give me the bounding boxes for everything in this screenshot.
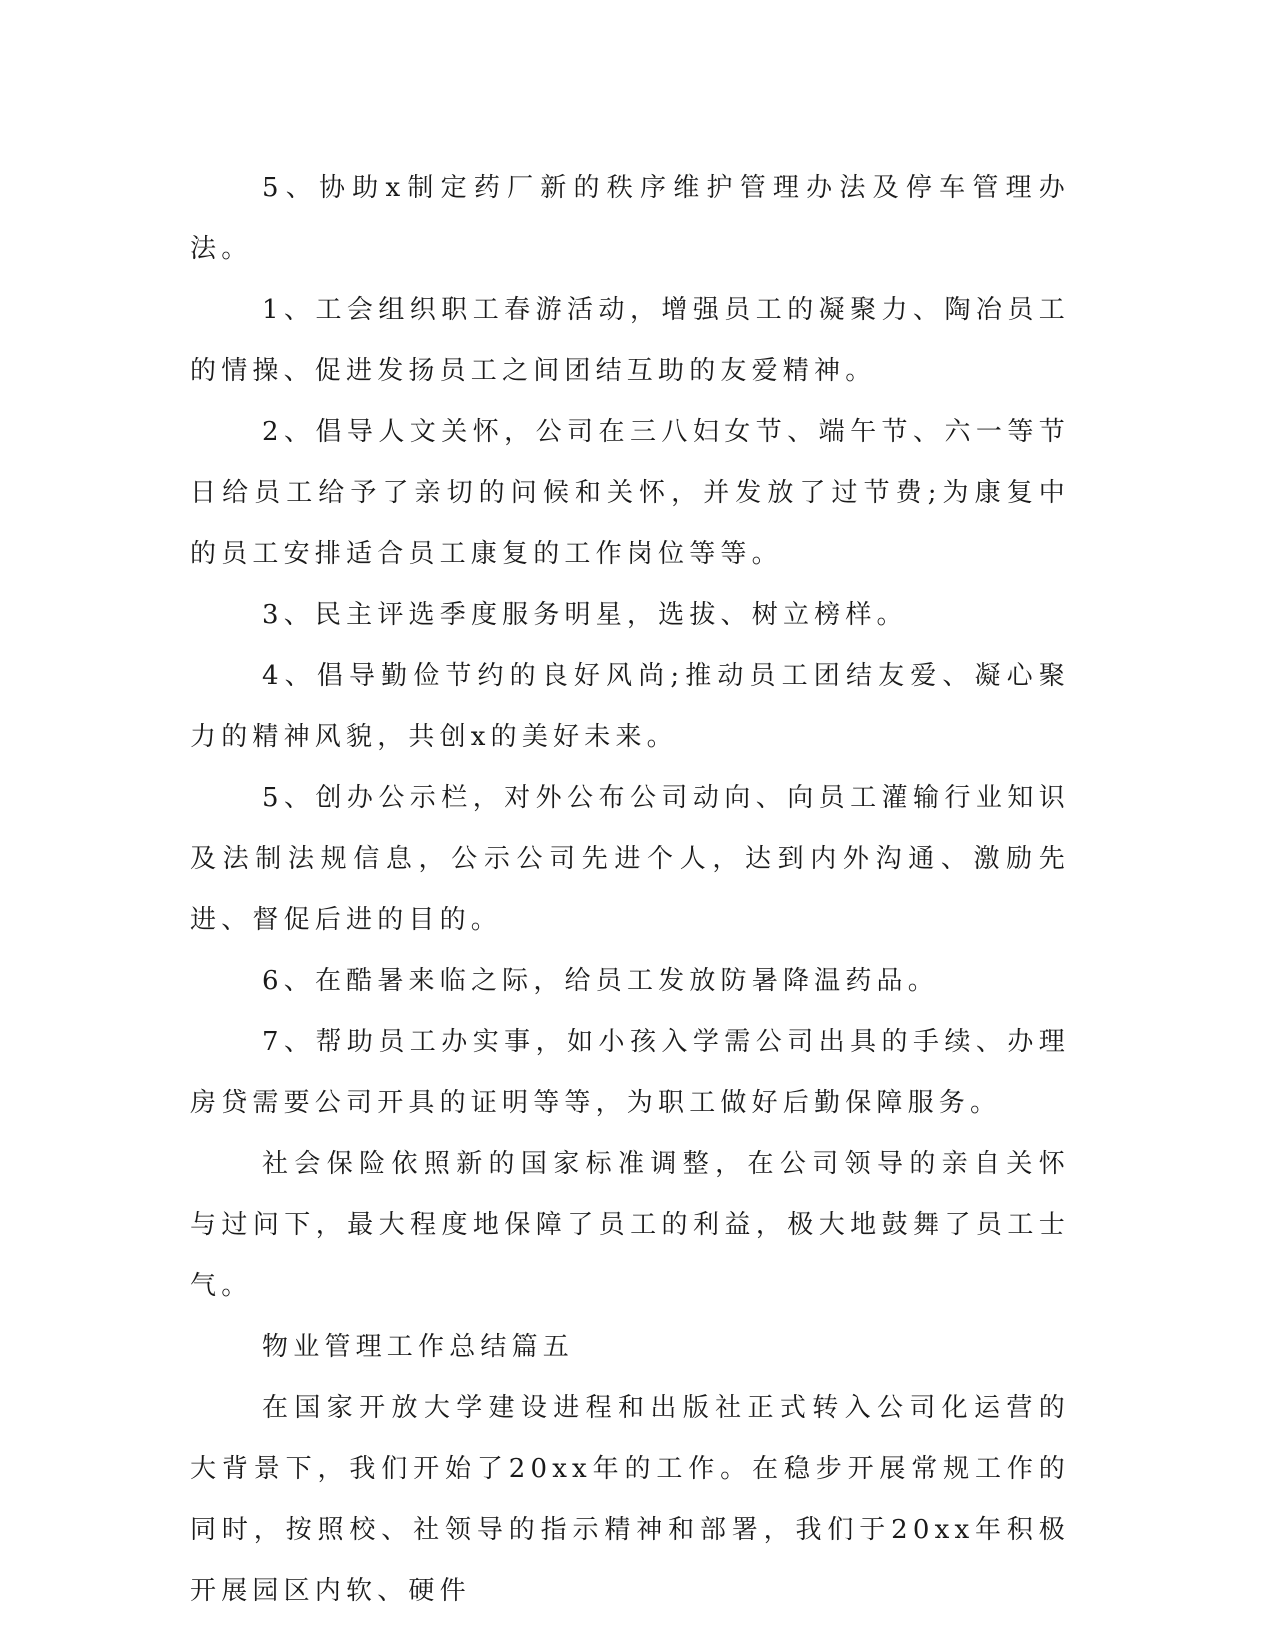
paragraph-item-6-summer-medicine: 6、在酷暑来临之际，给员工发放防暑降温药品。: [262, 966, 939, 996]
paragraph-social-insurance: 社会保险依照新的国家标准调整，在公司领导的亲自关怀与过问下，最大程度地保障了员工的利益，极大地鼓舞了员工士气。: [190, 1149, 1070, 1301]
paragraph-item-5-parking: 5、协助x制定药厂新的秩序维护管理办法及停车管理办法。: [190, 173, 1070, 264]
paragraph-item-7-practical-help: 7、帮助员工办实事，如小孩入学需公司出具的手续、办理房贷需要公司开具的证明等等，为职工做好后勤保障服务。: [190, 1027, 1070, 1118]
section-heading: 物业管理工作总结篇五: [262, 1332, 575, 1362]
paragraph-item-1-spring-outing: 1、工会组织职工春游活动，增强员工的凝聚力、陶冶员工的情操、促进发扬员工之间团结互助的友爱精神。: [190, 295, 1070, 386]
paragraph-item-4-thrift: 4、倡导勤俭节约的良好风尚;推动员工团结友爱、凝心聚力的精神风貌，共创x的美好未来。: [190, 661, 1070, 752]
paragraph-item-2-humanistic-care: 2、倡导人文关怀，公司在三八妇女节、端午节、六一等节日给员工给予了亲切的问候和关怀，并发放了过节费;为康复中的员工安排适合员工康复的工作岗位等等。: [190, 417, 1070, 569]
paragraph-item-5-bulletin-board: 5、创办公示栏，对外公布公司动向、向员工灌输行业知识及法制法规信息，公示公司先进个人，达到内外沟通、激励先进、督促后进的目的。: [190, 783, 1070, 935]
paragraph-background: 在国家开放大学建设进程和出版社正式转入公司化运营的大背景下，我们开始了20xx年的工作。在稳步开展常规工作的同时，按照校、社领导的指示精神和部署，我们于20xx年积极开展园区内软、硬件: [190, 1393, 1070, 1606]
document-body: [190, 158, 1070, 1622]
paragraph-item-3-service-star: 3、民主评选季度服务明星，选拔、树立榜样。: [262, 600, 908, 630]
